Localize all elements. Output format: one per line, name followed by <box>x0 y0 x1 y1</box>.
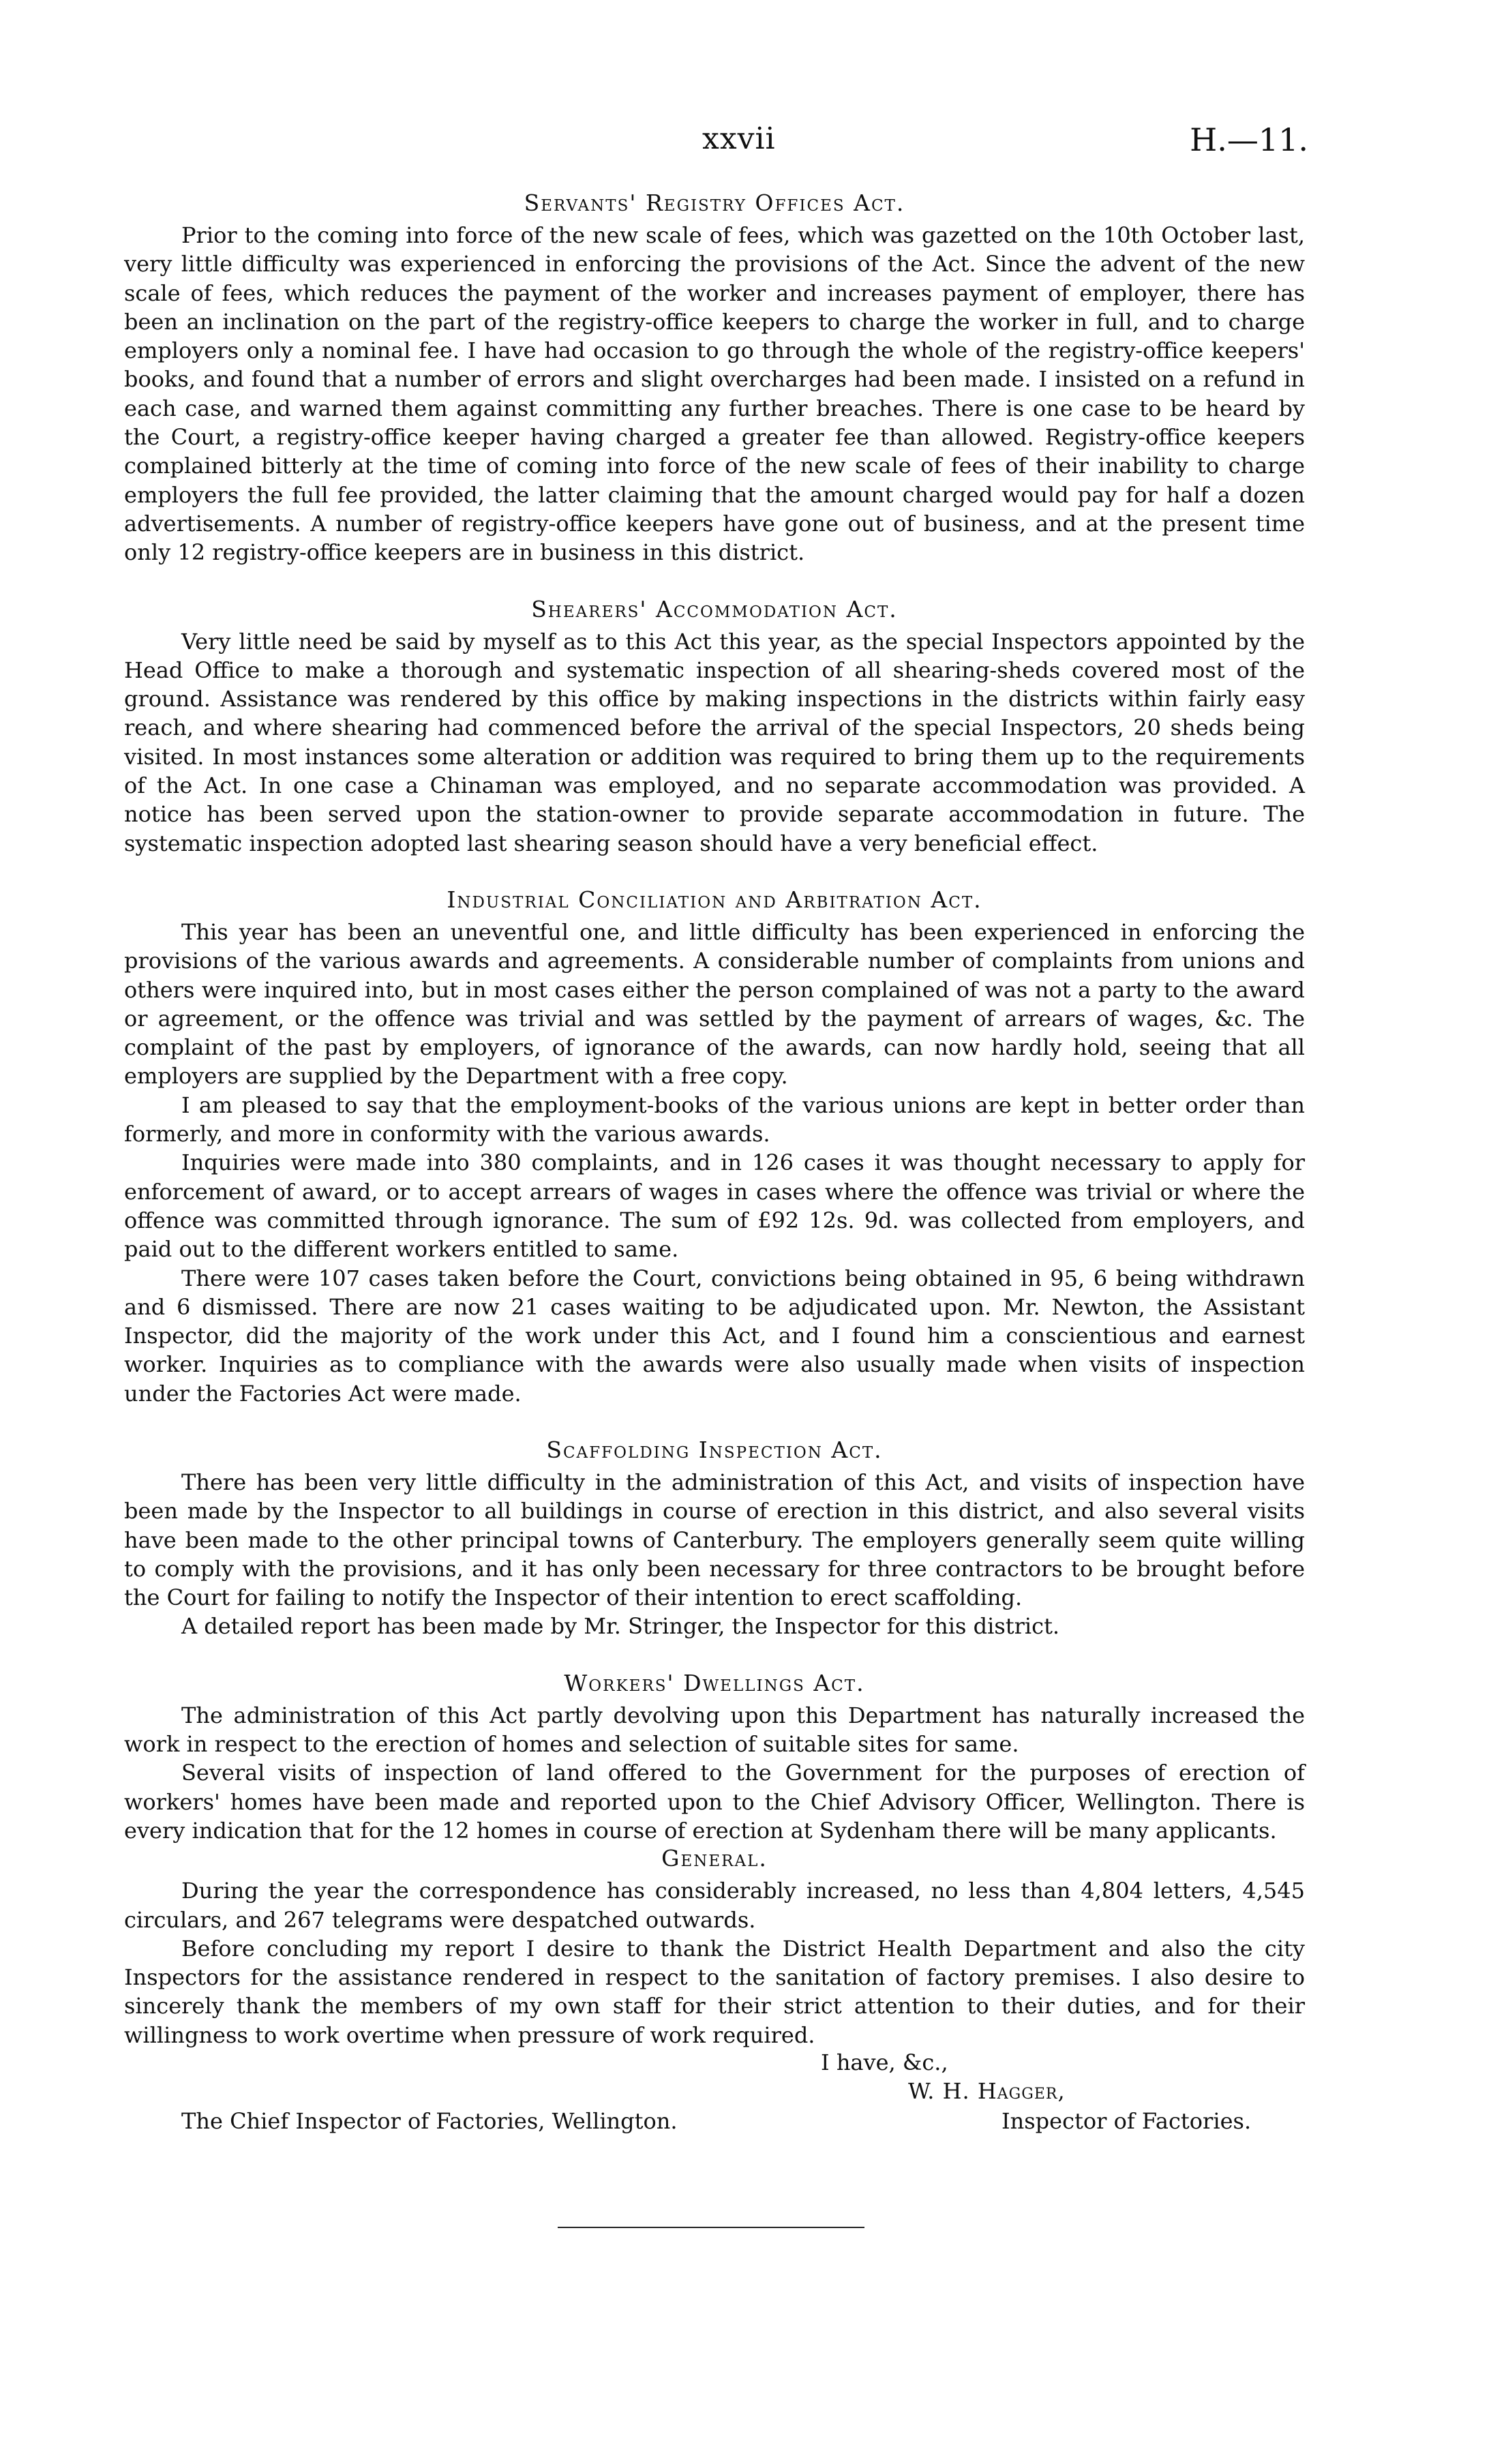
addressee: The Chief Inspector of Factories, Wellington. <box>181 2108 678 2135</box>
section-heading: Servants' Registry Offices Act. <box>524 190 905 216</box>
closing-rule <box>558 2227 864 2228</box>
paragraph: Prior to the coming into force of the new scale of fees, which was gazetted on the 10th October last, very little difficulty was experienced in enforcing the provisions of the Act. Since the advent of the new scale of fees, which reduces the payment of the worker and increases payment of employer, there has been an inclination on the part of the registry-office keepers to charge the worker in full, and to charge employers only a nominal fee. I have had occasion to go through the whole of the registry-office keepers' books, and found that a number of errors and slight overcharges had been made. I insisted on a refund in each case, and warned them against committing any further breaches. There is one case to be heard by the Court, a registry-office keeper having charged a greater fee than allowed. Registry-office keepers complained bitterly at the time of coming into force of the new scale of fees of their inability to charge employers the full fee provided, the latter claiming that the amount charged would pay for half a dozen advertisements. A number of registry-office keepers have gone out of business, and at the present time only 12 registry-office keepers are in business in this district. <box>124 222 1305 566</box>
section-heading: Shearers' Accommodation Act. <box>531 595 898 622</box>
section-scaffolding-inspection <box>124 1437 1305 1641</box>
paragraph: Inquiries were made into 380 complaints, and in 126 cases it was thought necessary to apply for enforcement of award, or to accept arrears of wages in cases where the offence was trivial or where the offence was committed through ignorance. The sum of £92 12s. 9d. was collected from employers, and paid out to the different workers entitled to same. <box>124 1150 1305 1263</box>
section-shearers-accommodation <box>124 596 1305 858</box>
section-workers-dwellings <box>124 1670 1305 1845</box>
salutation: I have, &c., <box>821 2049 948 2076</box>
signature-block <box>124 2049 1305 2152</box>
paragraph: I am pleased to say that the employment-books of the various unions are kept in better order than formerly, and more in conformity with the various awards. <box>124 1092 1305 1147</box>
section-industrial-conciliation <box>124 886 1305 1408</box>
paragraph: During the year the correspondence has considerably increased, no less than 4,804 letters, 4,545 circulars, and 267 telegrams were despatched outwards. <box>124 1878 1305 1933</box>
paragraph: Several visits of inspection of land offered to the Government for the purposes of erection of workers' homes have been made and reported upon to the Chief Advisory Officer, Wellington. There is every indication that for the 12 homes in course of erection at Sydenham there will be many applicants. <box>124 1760 1305 1844</box>
paragraph: There has been very little difficulty in the administration of this Act, and visits of inspection have been made by the Inspector to all buildings in course of erection in this district, and also several visits have been made to the other principal towns of Canterbury. The employers generally seem quite willing to comply with the provisions, and it has only been necessary for three contractors to be brought before the Court for failing to notify the Inspector of their intention to erect scaffolding. <box>124 1469 1305 1611</box>
report-body <box>124 190 1305 2152</box>
document-reference: H.—11. <box>1190 121 1308 158</box>
page-number: xxvii <box>702 121 776 156</box>
section-heading: General. <box>661 1845 768 1872</box>
paragraph: There were 107 cases taken before the Court, convictions being obtained in 95, 6 being withdrawn and 6 dismissed. There are now 21 cases waiting to be adjudicated upon. Mr. Newton, the Assistant Inspector, did the majority of the work under this Act, and I found him a conscientious and earnest worker. Inquiries as to compliance with the awards were also usually made when visits of inspection under the Factories Act were made. <box>124 1265 1305 1407</box>
section-servants-registry <box>124 190 1305 567</box>
paragraph: A detailed report has been made by Mr. Stringer, the Inspector for this district. <box>181 1613 1060 1640</box>
paragraph: This year has been an uneventful one, and little difficulty has been experienced in enforcing the provisions of the various awards and agreements. A considerable number of complaints from unions and others were inquired into, but in most cases either the person complained of was not a party to the award or agreement, or the offence was trivial and was settled by the payment of arrears of wages, &c. The complaint of the past by employers, of ignorance of the awards, can now hardly hold, seeing that all employers are supplied by the Department with a free copy. <box>124 918 1305 1090</box>
paragraph: Very little need be said by myself as to this Act this year, as the special Inspectors appointed by the Head Office to make a thorough and systematic inspection of all shearing-sheds covered most of the ground. Assistance was rendered by this office by making inspections in the districts within fairly easy reach, and where shearing had commenced before the arrival of the special Inspectors, 20 sheds being visited. In most instances some alteration or addition was required to bring them up to the requirements of the Act. In one case a Chinaman was employed, and no separate accommodation was provided. A notice has been served upon the station-owner to provide separate accommodation in future. The systematic inspection adopted last shearing season should have a very beneficial effect. <box>124 628 1305 856</box>
paragraph: Before concluding my report I desire to thank the District Health Department and also the city Inspectors for the assistance rendered in respect to the sanitation of factory premises. I also desire to sincerely thank the members of my own staff for their strict attention to their duties, and for their willingness to work overtime when pressure of work required. <box>124 1935 1305 2048</box>
section-heading: Scaffolding Inspection Act. <box>546 1436 883 1463</box>
section-heading: Industrial Conciliation and Arbitration Act. <box>447 886 982 913</box>
section-general <box>124 1845 1305 2049</box>
signatory-title: Inspector of Factories. <box>1002 2108 1252 2135</box>
page-header <box>0 121 1506 162</box>
section-heading: Workers' Dwellings Act. <box>564 1669 865 1696</box>
paragraph: The administration of this Act partly devolving upon this Department has naturally increased the work in respect to the erection of homes and selection of suitable sites for same. <box>124 1702 1305 1758</box>
signatory-name: W. H. Hagger, <box>908 2078 1066 2105</box>
